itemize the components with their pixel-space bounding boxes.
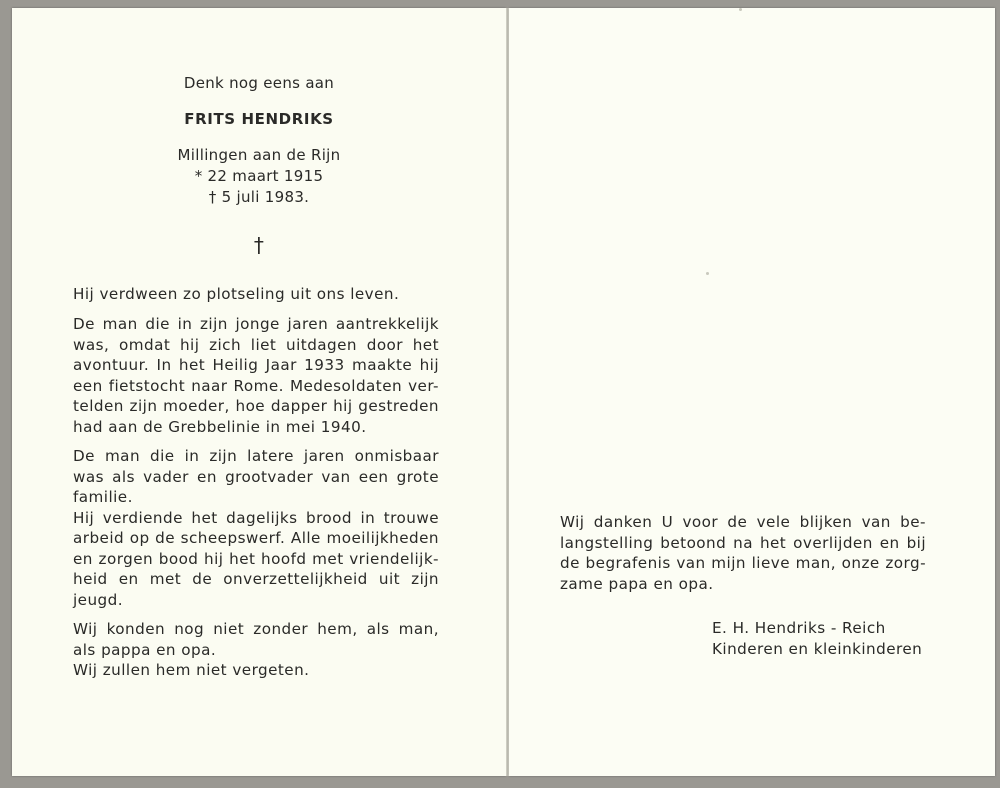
text-line: Hij verdiende het dagelijks brood in trouwe [73,508,439,527]
text-line: en zorgen bood hij het hoofd met vriendelijk- [73,549,439,568]
thanks-paragraph [560,512,926,594]
signature-block [712,618,922,659]
paper-speck [739,8,742,11]
text-line: was als vader en grootvader van een grote [73,467,439,486]
paragraph-later-years [73,446,439,610]
deceased-name: FRITS HENDRIKS [184,110,334,128]
text-line: Wij danken U voor de vele blijken van be- [560,513,926,531]
paragraph-youth [73,314,439,437]
paragraph-farewell [73,619,439,681]
death-date: † 5 juli 1983. [208,188,310,206]
birth-date: * 22 maart 1915 [194,167,324,185]
text-line: telden zijn moeder, hoe dapper hij gestreden [73,397,439,415]
paragraph-sudden-loss [73,284,439,305]
text-line: De man die in zijn jonge jaren aantrekkelijk [73,315,439,333]
left-card-page [12,8,506,776]
cross-icon: † [253,233,265,257]
right-card-page [509,8,995,776]
text-line: zame papa en opa. [560,574,714,593]
text-line: was, omdat hij zich liet uitdagen door het [73,335,439,354]
paper-speck [706,272,709,275]
text-line: de begrafenis van mijn lieve man, onze zorg- [560,554,926,572]
text-line: familie. [73,488,133,506]
text-line: heid en met de onverzettelijkheid uit zijn [73,570,439,588]
text-line: had aan de Grebbelinie in mei 1940. [73,417,367,436]
text-line: avontuur. In het Heilig Jaar 1933 maakte hij [73,356,439,374]
text-line: als pappa en opa. [73,640,217,659]
signature-family: Kinderen en kleinkinderen [712,639,923,658]
text-line: Wij zullen hem niet vergeten. [73,661,310,679]
text-line: jeugd. [73,590,123,609]
intro-line: Denk nog eens aan [183,74,335,92]
text-line: langstelling betoond na het overlijden en bij [560,533,926,552]
text-line: De man die in zijn latere jaren onmisbaar [73,447,439,465]
birthplace: Millingen aan de Rijn [177,146,341,164]
text-line: Hij verdween zo plotseling uit ons leven. [73,285,400,303]
signature-name: E. H. Hendriks - Reich [712,619,886,637]
text-line: Wij konden nog niet zonder hem, als man, [73,620,439,638]
text-line: een fietstocht naar Rome. Medesoldaten ver- [73,376,439,395]
text-line: arbeid op de scheepswerf. Alle moeilijkheden [73,529,439,547]
